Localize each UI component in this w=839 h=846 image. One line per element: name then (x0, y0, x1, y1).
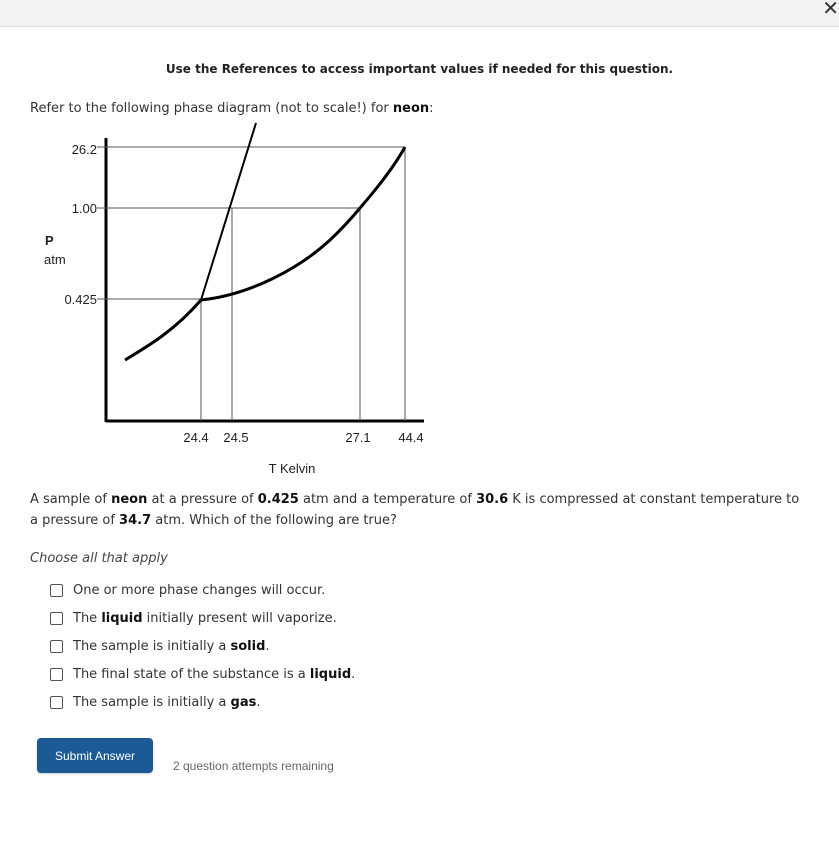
x-tick-label: 24.5 (223, 430, 249, 445)
references-note: Use the References to access important values if needed for this question. (165, 62, 674, 76)
checkbox[interactable] (50, 584, 63, 597)
intro-text: Refer to the following phase diagram (not to scale!) for neon: (30, 101, 434, 116)
option-item[interactable] (50, 576, 355, 604)
y-axis-label-p: P (45, 233, 54, 248)
x-tick-label: 44.4 (398, 430, 424, 445)
option-item[interactable] (50, 632, 355, 660)
y-tick-label: 1.00 (71, 201, 97, 216)
instruction-text: Choose all that apply (30, 551, 168, 566)
option-label: The liquid initially present will vaporize. (73, 610, 337, 626)
option-label: The sample is initially a gas. (73, 694, 261, 710)
close-icon[interactable]: ✕ (822, 0, 839, 20)
x-tick-label: 27.1 (345, 430, 371, 445)
submit-answer-button[interactable]: Submit Answer (37, 738, 153, 773)
checkbox[interactable] (50, 612, 63, 625)
checkbox[interactable] (50, 696, 63, 709)
checkbox[interactable] (50, 640, 63, 653)
option-label: One or more phase changes will occur. (73, 582, 326, 598)
checkbox[interactable] (50, 668, 63, 681)
option-item[interactable] (50, 660, 355, 688)
sublimation-curve (125, 300, 201, 360)
attempts-remaining: 2 question attempts remaining (173, 759, 334, 773)
phase-diagram (0, 120, 460, 480)
fusion-curve (201, 123, 256, 300)
option-item[interactable] (50, 604, 355, 632)
x-axis-label: T Kelvin (268, 461, 316, 476)
top-bar (0, 0, 839, 27)
y-tick-label: 0.425 (64, 292, 97, 307)
option-item[interactable] (50, 688, 355, 716)
options-list (50, 576, 355, 716)
x-tick-label: 24.4 (183, 430, 209, 445)
y-tick-label: 26.2 (71, 142, 97, 157)
option-label: The sample is initially a solid. (73, 638, 270, 654)
y-axis-label-unit: atm (44, 252, 66, 267)
option-label: The final state of the substance is a liquid. (73, 666, 356, 682)
question-text: A sample of neon at a pressure of 0.425 atm and a temperature of 30.6 K is compressed at constant temperature to a pressure of 34.7 atm. Which of the following are true? (30, 492, 800, 528)
